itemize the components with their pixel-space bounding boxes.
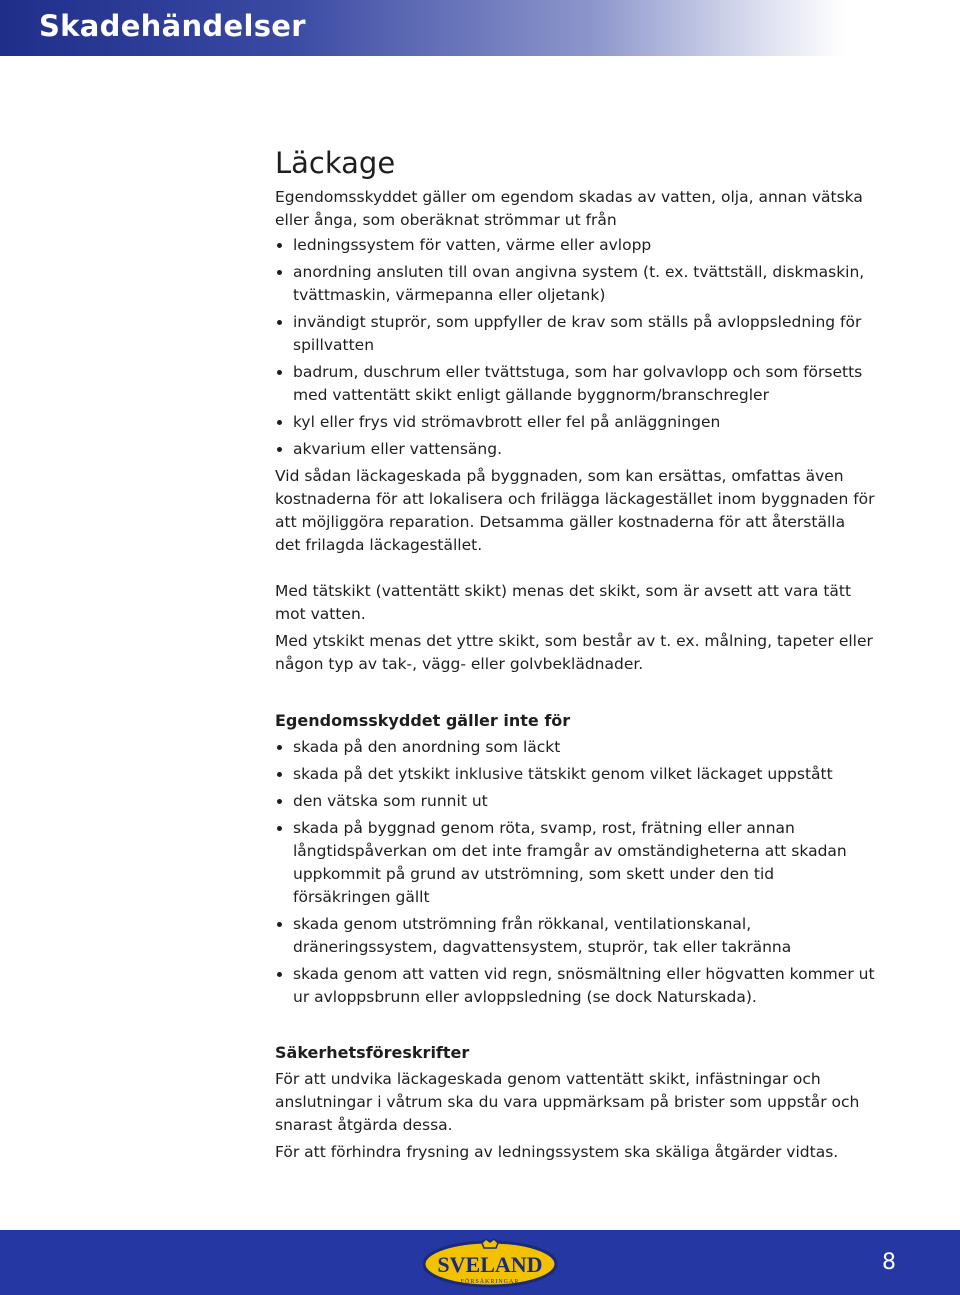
list-item: den vätska som runnit ut	[275, 790, 875, 813]
main-content	[275, 145, 875, 1164]
list-item: skada på byggnad genom röta, svamp, rost, frätning eller annan långtidspåverkan om det inte framgår av omständigheterna att skadan uppkommit på grund av utströmning, som skett under den tid försäkringen gällt	[275, 817, 875, 909]
ytskikt-paragraph: Med ytskikt menas det yttre skikt, som består av t. ex. målning, tapeter eller någon typ av tak-, vägg- eller golvbeklädnader.	[275, 632, 873, 673]
list-item: skada på den anordning som läckt	[275, 736, 875, 759]
tatskikt-paragraph: Med tätskikt (vattentätt skikt) menas det skikt, som är avsett att vara tätt mot vatten.	[275, 582, 852, 623]
logo-subtext: FÖRSÄKRINGAR	[460, 1279, 520, 1285]
exclusions-heading: Egendomsskyddet gäller inte för	[275, 711, 571, 730]
section-heading: Läckage	[275, 146, 396, 180]
safety-heading: Säkerhetsföreskrifter	[275, 1043, 470, 1062]
page-footer	[0, 1230, 960, 1295]
list-item: badrum, duschrum eller tvättstuga, som har golvavlopp och som försetts med vattentätt skikt enligt gällande byggnorm/branschregler	[275, 361, 875, 407]
logo-wordmark: SVELAND	[437, 1252, 543, 1277]
safety-paragraph-1: För att undvika läckageskada genom vattentätt skikt, infästningar och anslutningar i våtrum ska du vara uppmärksam på brister som uppstår och snarast åtgärda dessa.	[275, 1070, 860, 1134]
page-title: Skadehändelser	[39, 9, 306, 43]
list-item: invändigt stuprör, som uppfyller de krav som ställs på avloppsledning för spillvatten	[275, 311, 875, 357]
list-item: kyl eller frys vid strömavbrott eller fel på anläggningen	[275, 411, 875, 434]
exclusions-list	[275, 736, 875, 1009]
safety-paragraph-2: För att förhindra frysning av ledningssystem ska skäliga åtgärder vidtas.	[275, 1143, 839, 1161]
page-number: 8	[882, 1250, 896, 1275]
page-header	[0, 0, 960, 56]
list-item: skada genom utströmning från rökkanal, ventilationskanal, dräneringssystem, dagvattensystem, stuprör, tak eller takränna	[275, 913, 875, 959]
list-item: ledningssystem för vatten, värme eller avlopp	[275, 234, 875, 257]
list-item: skada genom att vatten vid regn, snösmältning eller högvatten kommer ut ur avloppsbrunn eller avloppsledning (se dock Naturskada).	[275, 963, 875, 1009]
list-item: akvarium eller vattensäng.	[275, 438, 875, 461]
list-item: anordning ansluten till ovan angivna system (t. ex. tvättställ, diskmaskin, tvättmaskin, värmepanna eller oljetank)	[275, 261, 875, 307]
repair-paragraph: Vid sådan läckageskada på byggnaden, som kan ersättas, omfattas även kostnaderna för att lokalisera och frilägga läckagestället inom byggnaden för att möjliggöra reparation. Detsamma gäller kostnaderna för att återställa det frilagda läckagestället.	[275, 467, 875, 554]
leak-sources-list	[275, 234, 875, 461]
sveland-logo	[420, 1236, 560, 1294]
list-item: skada på det ytskikt inklusive tätskikt genom vilket läckaget uppstått	[275, 763, 875, 786]
intro-paragraph: Egendomsskyddet gäller om egendom skadas av vatten, olja, annan vätska eller ånga, som oberäknat strömmar ut från	[275, 188, 863, 229]
